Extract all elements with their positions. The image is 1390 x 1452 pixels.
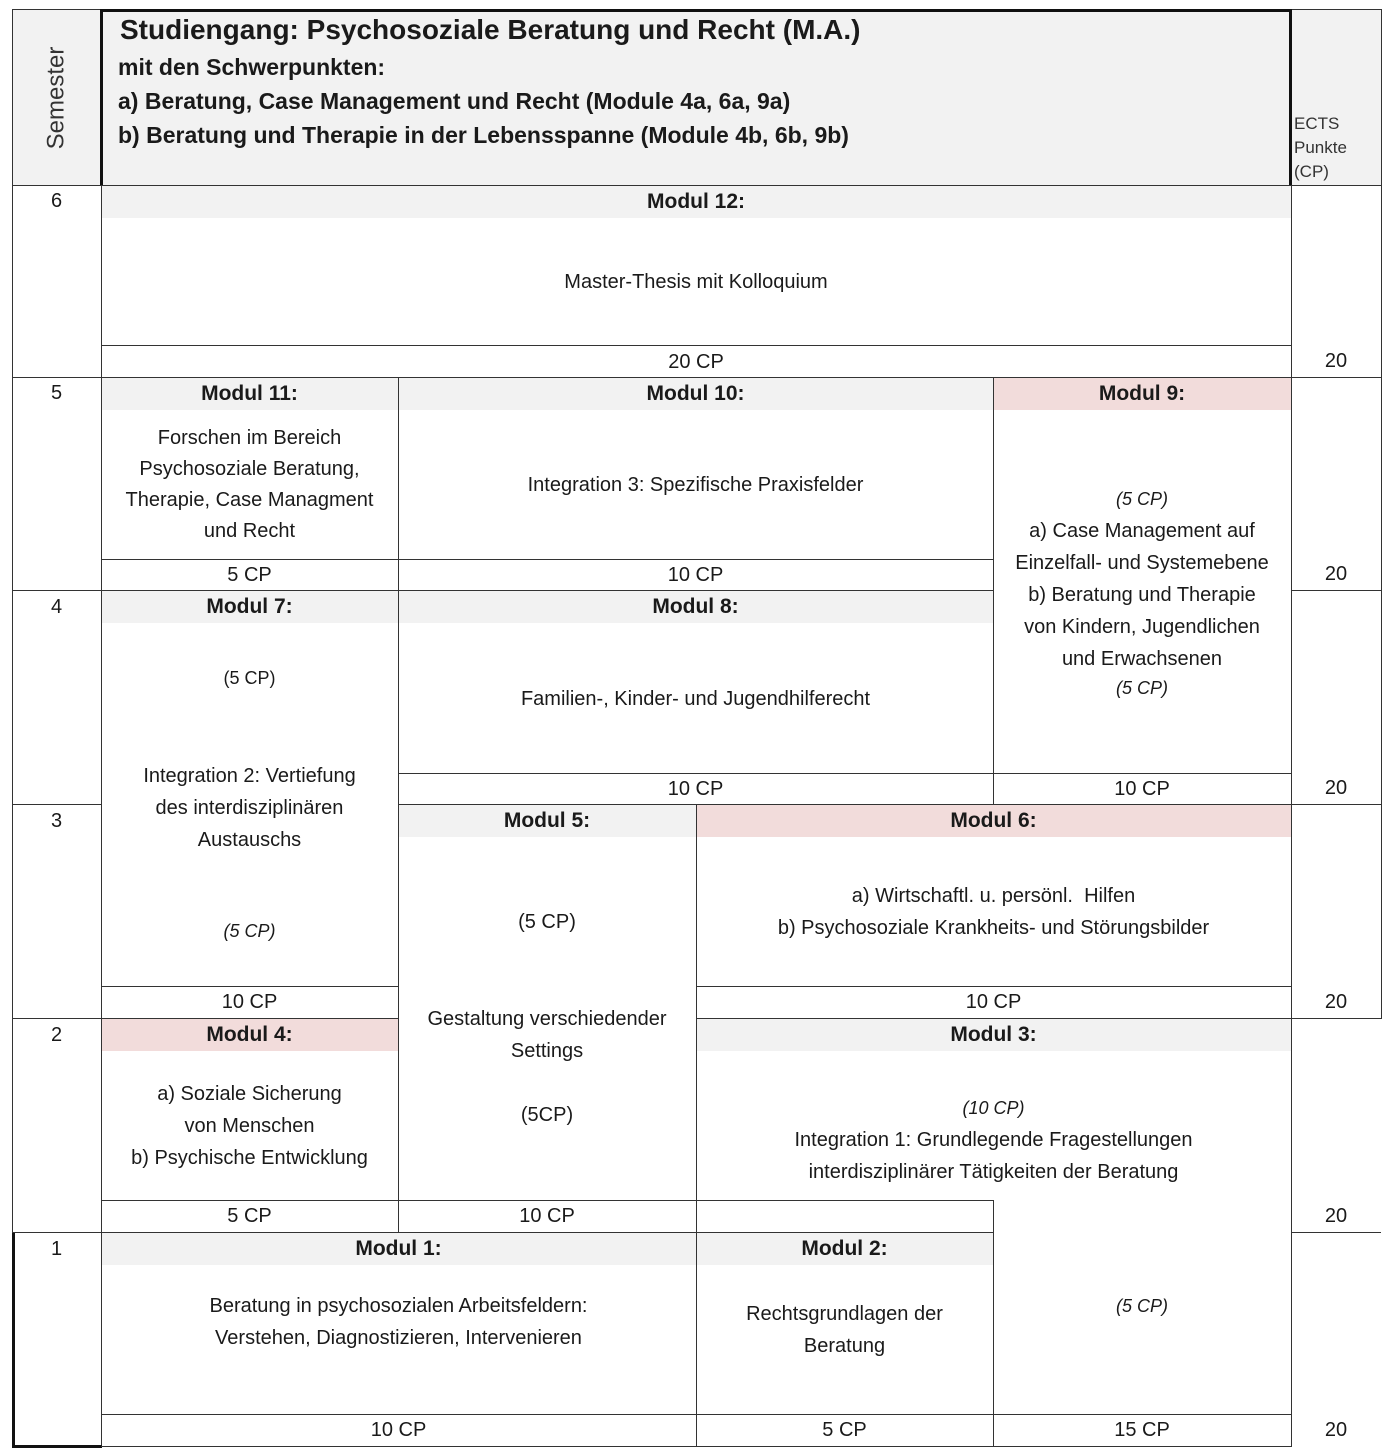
semester-4: 4 — [50, 596, 63, 618]
ects-semester-2: 20 — [1324, 1205, 1348, 1227]
module-4-title: Modul 4: — [101, 1019, 398, 1051]
module-5-line2: Settings — [510, 1040, 584, 1062]
semester-6: 6 — [50, 190, 63, 212]
module-4-cp: 5 CP — [227, 1205, 272, 1227]
ects-semester-1: 20 — [1324, 1419, 1348, 1441]
sem-sep-2-1-mod — [101, 1232, 993, 1233]
module-3-title: Modul 3: — [696, 1019, 1291, 1051]
module-2-title: Modul 2: — [696, 1233, 993, 1265]
semester-3: 3 — [50, 810, 63, 832]
semester-2: 2 — [50, 1024, 63, 1046]
module-12-title: Modul 12: — [101, 186, 1291, 218]
ects-semester-3: 20 — [1324, 991, 1348, 1013]
module-7-cp: 10 CP — [221, 991, 278, 1013]
module-1-line1: Beratung in psychosozialen Arbeitsfeldern: — [209, 1295, 588, 1317]
ects-semester-4: 20 — [1324, 777, 1348, 799]
module-5-cp-top: (5 CP) — [518, 911, 576, 933]
module-7-cp-top: (5 CP) — [223, 668, 276, 688]
sem-sep-4-3-mid — [398, 804, 1291, 805]
module-4-line1: a) Soziale Sicherung — [157, 1083, 342, 1105]
focus-b: b) Beratung und Therapie in der Lebensspanne (Module 4b, 6b, 9b) — [118, 122, 849, 148]
ects-header-line3: (CP) — [1294, 162, 1329, 181]
ects-header — [1294, 112, 1382, 184]
module-5-line1: Gestaltung verschiedender — [427, 1008, 667, 1030]
module-3-line2: interdisziplinärer Tätigkeiten der Beratung — [808, 1161, 1179, 1183]
module-3-content — [696, 1090, 1291, 1190]
module-10-title: Modul 10: — [398, 378, 993, 410]
program-subtitle: mit den Schwerpunkten: — [118, 54, 386, 80]
module-5-cp-bottom: (5CP) — [520, 1104, 574, 1126]
module-3-line1: Integration 1: Grundlegende Fragestellungen — [794, 1129, 1193, 1151]
vsep-398-mid — [398, 591, 399, 1233]
module-7-title: Modul 7: — [101, 591, 398, 623]
m4-cp-top — [101, 1200, 993, 1201]
module-8-title: Modul 8: — [398, 591, 993, 623]
module-11-title: Modul 11: — [101, 378, 398, 410]
module-7-line3: Austauschs — [197, 829, 302, 851]
border-left — [12, 9, 13, 1446]
sem-sep-2-1-ects — [1291, 1232, 1381, 1233]
sem-sep-3-2-left — [12, 1018, 398, 1019]
module-6-content — [696, 837, 1291, 987]
module-9-cp: 10 CP — [1114, 778, 1170, 800]
module-6-cp: 10 CP — [965, 991, 1022, 1013]
module-6-line2: b) Psychosoziale Krankheits- und Störungsbilder — [777, 917, 1210, 939]
module-6-title: Modul 6: — [696, 805, 1291, 837]
module-11-line1: Forschen im Bereich — [157, 427, 342, 449]
sem-sep-3-2-right — [696, 1018, 1381, 1019]
semester-header-text: Semester — [42, 46, 70, 149]
module-7-line1: Integration 2: Vertiefung — [143, 765, 356, 787]
sem-sep-5-4-mid — [398, 590, 993, 591]
ects-header-line1: ECTS — [1294, 114, 1340, 133]
sem-sep-5-4-left — [12, 590, 398, 591]
module-2-cp: 5 CP — [822, 1419, 867, 1441]
module-12-cp: 20 CP — [668, 350, 724, 373]
module-1-title: Modul 1: — [101, 1233, 696, 1265]
border-right — [1381, 9, 1382, 1019]
semester-5: 5 — [50, 382, 63, 404]
module-11-line3: Therapie, Case Managment — [125, 489, 374, 511]
module-9-title: Modul 9: — [993, 378, 1291, 410]
module-11-cp: 5 CP — [227, 564, 272, 586]
m11-cp-top — [101, 559, 993, 560]
border-bottom-left — [12, 1445, 102, 1448]
module-9-line4: von Kindern, Jugendlichen — [1024, 616, 1260, 638]
module-9-line5: und Erwachsenen — [1061, 648, 1223, 670]
module-8-cp: 10 CP — [667, 778, 724, 800]
module-9-cp-top: (5 CP) — [1115, 489, 1168, 509]
m6-cp-top — [696, 986, 1291, 987]
module-7-line2: des interdisziplinären — [155, 797, 344, 819]
module-4-line3: b) Psychische Entwicklung — [131, 1147, 368, 1169]
focus-a: a) Beratung, Case Management und Recht (Module 4a, 6a, 9a) — [118, 88, 791, 114]
module-11-line2: Psychosoziale Beratung, — [139, 458, 360, 480]
module-9-line3: b) Beratung und Therapie — [1028, 584, 1256, 606]
module-9-cp-bottom: (5 CP) — [1115, 678, 1168, 698]
ects-semester-5: 20 — [1324, 563, 1348, 585]
module-4-content — [101, 1051, 398, 1201]
module-7-cp-bottom: (5 CP) — [223, 921, 276, 941]
module-6-line1: a) Wirtschaftl. u. persönl. Hilfen — [851, 885, 1136, 907]
sem-sep-4-3-ects — [1291, 804, 1381, 805]
module-3-cp-top: (10 CP) — [962, 1098, 1025, 1118]
module-4-line2: von Menschen — [184, 1115, 315, 1137]
sem-sep-5-4-ects — [1291, 590, 1381, 591]
semester-header-label — [12, 10, 101, 185]
module-2-line1: Rechtsgrundlagen der — [746, 1303, 943, 1325]
module-11-content — [101, 410, 398, 560]
ects-semester-6: 20 — [1324, 350, 1348, 372]
module-3-cp-bottom: (5 CP) — [1115, 1296, 1168, 1316]
border-title-right — [1289, 9, 1292, 186]
module-2-content — [696, 1290, 993, 1370]
program-title: Studiengang: Psychosoziale Beratung und Recht (M.A.) — [120, 14, 861, 45]
module-1-cp: 10 CP — [370, 1419, 427, 1441]
module-5-cp: 10 CP — [519, 1205, 575, 1227]
sem-sep-2-1-left — [12, 1232, 101, 1233]
sem-sep-4-3-left — [12, 804, 101, 805]
ects-header-line2: Punkte — [1294, 138, 1347, 157]
header-bottom — [12, 185, 1381, 186]
module-7-content — [101, 758, 398, 858]
border-left-thick — [12, 1232, 15, 1447]
module-10-content: Integration 3: Spezifische Praxisfelder — [527, 474, 864, 496]
module-9-line2: Einzelfall- und Systemebene — [1015, 552, 1269, 574]
module-9-line1: a) Case Management auf — [1029, 520, 1255, 542]
module-5-content — [398, 1003, 696, 1067]
module-1-line2: Verstehen, Diagnostizieren, Intervenieren — [215, 1327, 582, 1349]
module-10-cp: 10 CP — [667, 564, 724, 586]
m8-cp-top — [398, 773, 1291, 774]
module-11-line4: und Recht — [203, 520, 296, 542]
m7-cp-top — [101, 986, 398, 987]
module-3-cp: 15 CP — [1114, 1419, 1170, 1441]
module-12-content: Master-Thesis mit Kolloquium — [564, 271, 828, 293]
border-semester-col-lower — [101, 186, 102, 1447]
program-header — [118, 12, 1288, 182]
vsep-696-mid — [696, 805, 697, 1447]
vsep-993-lower — [993, 1200, 994, 1447]
m12-cp-top — [101, 345, 1291, 346]
module-1-content — [101, 1272, 696, 1372]
semester-1: 1 — [50, 1238, 63, 1260]
vsep-993-upper — [993, 378, 994, 805]
module-2-line2: Beratung — [803, 1335, 886, 1357]
border-semester-col — [100, 9, 103, 186]
module-8-content: Familien-, Kinder- und Jugendhilferecht — [520, 687, 871, 710]
border-ects-col — [1291, 186, 1292, 1447]
vsep-398-upper — [398, 378, 399, 591]
border-top-title — [101, 9, 1291, 12]
module-9-content — [993, 410, 1291, 774]
sem-sep-6-5 — [12, 377, 1381, 378]
module-5-title: Modul 5: — [398, 805, 696, 837]
